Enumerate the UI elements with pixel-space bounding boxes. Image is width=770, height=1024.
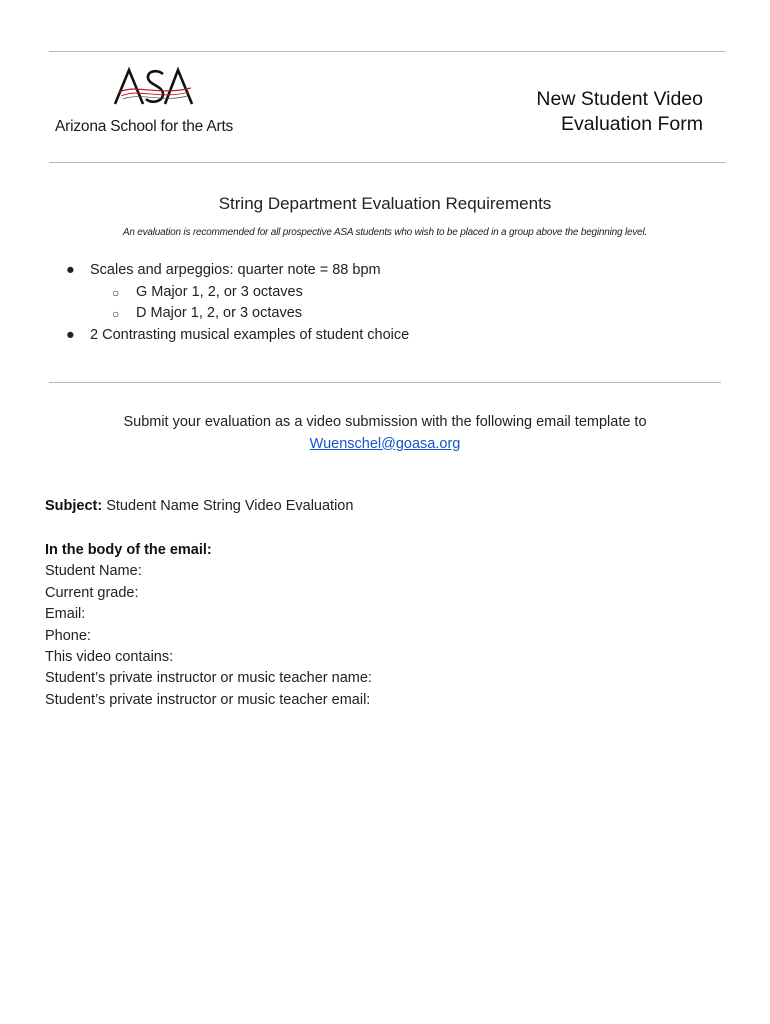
form-title-line2: Evaluation Form xyxy=(561,113,703,135)
template-field: Current grade: xyxy=(45,584,139,601)
school-name: Arizona School for the Arts xyxy=(55,118,234,135)
bullet-icon: ● xyxy=(66,326,75,343)
template-field: Student Name: xyxy=(45,563,142,580)
circle-bullet-icon: ○ xyxy=(112,307,120,321)
template-field: Email: xyxy=(45,606,86,623)
list-item-text: D Major 1, 2, or 3 octaves xyxy=(136,305,303,321)
top-divider xyxy=(49,51,726,52)
email-subject xyxy=(45,498,353,514)
form-title xyxy=(536,87,703,137)
school-logo xyxy=(55,66,265,138)
section-divider xyxy=(49,382,721,383)
list-item-text: 2 Contrasting musical examples of student choice xyxy=(90,326,410,343)
form-title-line1: New Student Video xyxy=(536,88,703,110)
submission-text: Submit your evaluation as a video submission with the following email template to xyxy=(123,414,647,430)
email-body-template xyxy=(45,540,372,711)
circle-bullet-icon: ○ xyxy=(112,285,120,300)
section-note: An evaluation is recommended for all prospective ASA students who wish to be placed in a group above the beginning level. xyxy=(122,227,648,238)
list-item-text: Scales and arpeggios: quarter note = 88 bpm xyxy=(90,262,381,278)
email-link[interactable]: Wuenschel@goasa.org xyxy=(309,435,461,452)
section-title: String Department Evaluation Requirements xyxy=(218,194,552,213)
list-item-text: G Major 1, 2, or 3 octaves xyxy=(136,283,303,300)
body-heading: In the body of the email: xyxy=(45,542,212,558)
subject-value: Student Name String Video Evaluation xyxy=(106,498,354,514)
subject-label: Subject: xyxy=(45,498,103,514)
template-field: Student’s private instructor or music teacher name: xyxy=(45,670,372,687)
template-field: Student’s private instructor or music teacher email: xyxy=(45,691,371,708)
header-divider xyxy=(49,162,726,163)
template-field: This video contains: xyxy=(45,649,174,666)
bullet-icon: ● xyxy=(66,262,75,278)
template-field: Phone: xyxy=(45,627,91,644)
asa-logo-icon xyxy=(113,66,195,108)
submission-instructions xyxy=(0,412,770,455)
